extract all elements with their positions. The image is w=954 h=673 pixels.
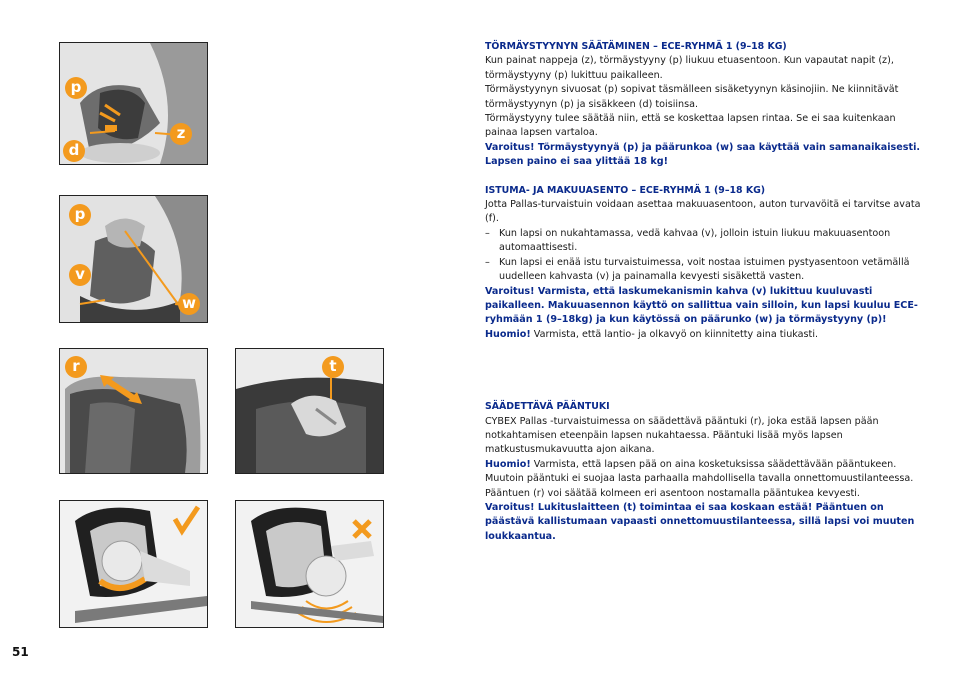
marker-v: v (69, 264, 91, 286)
marker-p: p (65, 77, 87, 99)
figure-incorrect-position (235, 500, 384, 628)
note-paragraph (485, 458, 925, 487)
paragraph: Törmäystyyny tulee säätää niin, että se koskettaa lapsen rintaa. Se ei saa kuitenkaan painaa lapsen vartaloa. (485, 113, 896, 139)
figure-correct-position (59, 500, 208, 628)
warning-text: Varoitus! Varmista, että laskumekanismin kahva (v) lukittuu kuuluvasti paikalleen. Makuuasennon käyttö on sallittua vain silloin, kun lapsi kuuluu ECE-ryhmään 1 (9–18kg) ja kun käytössä on päärunko (w) ja törmäystyyny (p)! (485, 285, 918, 326)
marker-p: p (69, 204, 91, 226)
section-headrest (485, 400, 925, 544)
list-item (485, 227, 925, 256)
warning-text: Varoitus! Törmäystyynyä (p) ja päärunkoa (w) saa käyttää vain samanaikaisesti. Lapsen paino ei saa ylittää 18 kg! (485, 141, 921, 168)
section-heading: TÖRMÄYSTYYNYN SÄÄTÄMINEN – ECE-RYHMÄ 1 (9–18 KG) (485, 41, 787, 52)
section-recline (485, 184, 925, 342)
incorrect-position-illustration (236, 501, 383, 627)
marker-d: d (63, 140, 85, 162)
figure-headrest (59, 348, 208, 474)
list-dash: – (485, 227, 490, 239)
note-label: Huomio! (485, 328, 531, 340)
paragraph: Törmäystyynyn sivuosat (p) sopivat täsmälleen sisäketyynyn käsinojiin. Ne kiinnitävät törmäystyynyn (p) ja sisäkkeen (d) toisiinsa. (485, 84, 899, 110)
correct-position-illustration (60, 501, 207, 627)
marker-z: z (170, 123, 192, 145)
note-label: Huomio! (485, 458, 531, 470)
section-impact-shield (485, 40, 925, 170)
marker-w: w (178, 293, 200, 315)
instruction-text (485, 40, 925, 544)
paragraph: Kun painat nappeja (z), törmäystyyny (p) liukuu etuasentoon. Kun vapautat napit (z), törmäystyyny (p) lukittuu paikalleen. (485, 55, 894, 81)
note-text: Varmista, että lantio- ja olkavyö on kiinnitetty aina tiukasti. (530, 328, 819, 340)
list-item-text: Kun lapsi on nukahtamassa, vedä kahvaa (v), jolloin istuin liukuu makuuasentoon automaattisesti. (499, 227, 891, 254)
section-heading: SÄÄDETTÄVÄ PÄÄNTUKI (485, 401, 610, 413)
list-dash: – (485, 256, 490, 268)
warning-text: Varoitus! Lukituslaitteen (t) toimintaa ei saa koskaan estää! Pääntuen on päästävä kallistumaan vapaasti onnettomuustilanteessa, sillä lapsi voi muuten loukkaantua. (485, 501, 915, 542)
list-item (485, 256, 925, 285)
paragraph: Pääntuen (r) voi säätää kolmeen eri asentoon nostamalla pääntukea kevyesti. (485, 487, 860, 499)
marker-r: r (65, 356, 87, 378)
figure-recline (59, 195, 208, 323)
note-text: Varmista, että lapsen pää on aina kosketuksissa säädettävään pääntukeen. Muutoin pääntuki ei suojaa lasta parhaalla mahdollisella tavalla onnettomuustilanteessa. (485, 458, 914, 485)
page-number: 51 (12, 645, 29, 659)
note-paragraph (485, 328, 925, 342)
section-heading: ISTUMA- JA MAKUUASENTO – ECE-RYHMÄ 1 (9–18 KG) (485, 184, 766, 196)
paragraph: CYBEX Pallas -turvaistuimessa on säädettävä pääntuki (r), joka estää lapsen pään notkahtamisen eteenpäin lapsen nukahtaessa. Pääntuki lisää myös lapsen matkustusmukavuutta ajon aikana. (485, 415, 879, 456)
list-item-text: Kun lapsi ei enää istu turvaistuimessa, voit nostaa istuimen pystyasentoon vetämällä uudelleen kahvasta (v) ja painamalla kevyesti sisäkettä vasten. (499, 256, 910, 283)
figure-impact-shield (59, 42, 208, 165)
paragraph: Jotta Pallas-turvaistuin voidaan asettaa makuuasentoon, auton turvavöitä ei tarvitse avata (f). (485, 199, 921, 225)
marker-t: t (322, 356, 344, 378)
figure-locking-device (235, 348, 384, 474)
locking-device-illustration (236, 349, 383, 473)
